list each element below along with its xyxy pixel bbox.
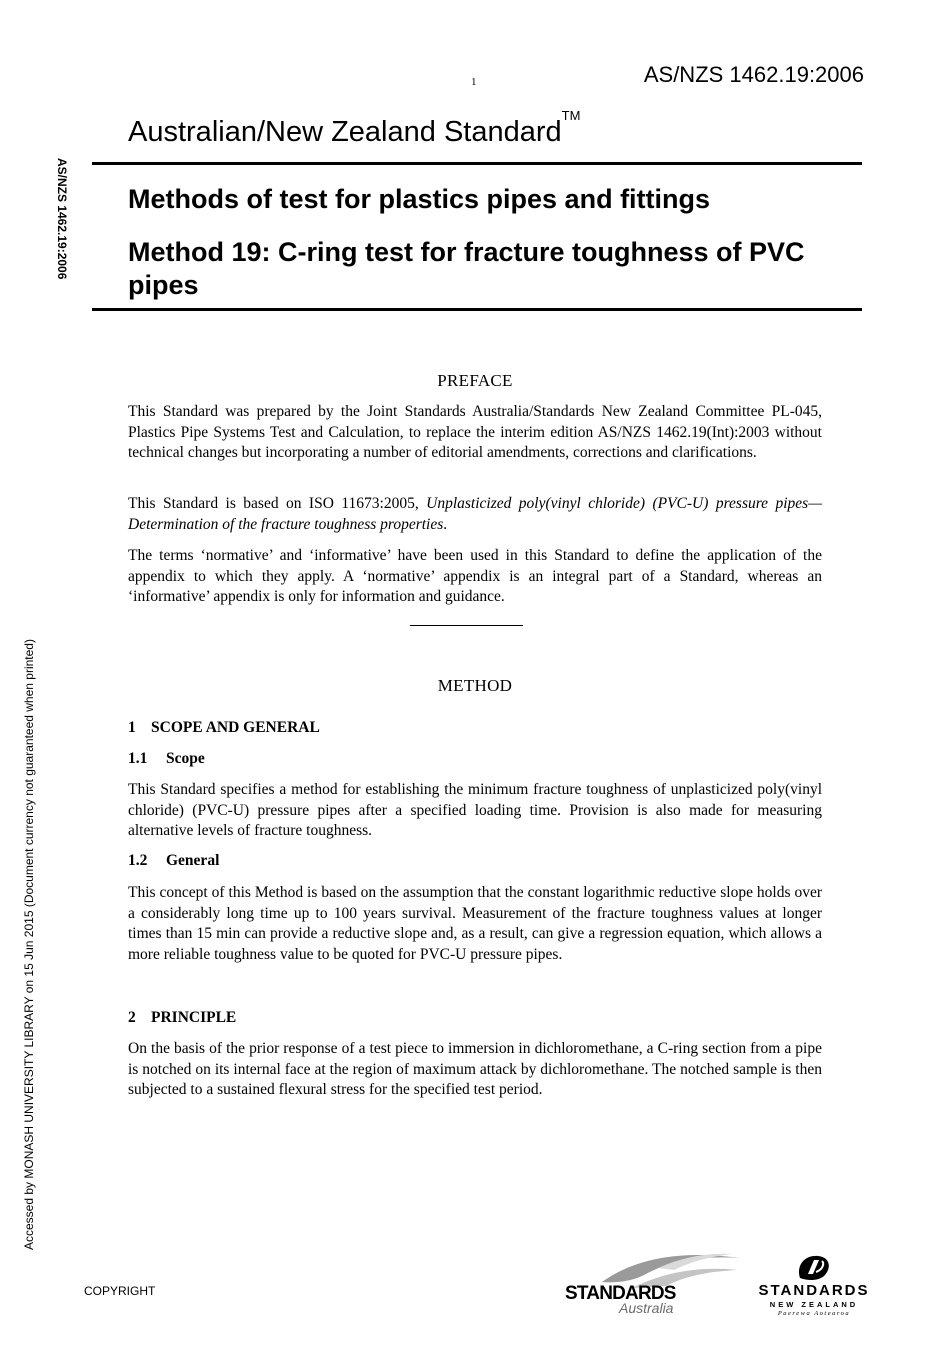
standards-new-zealand-wordmark: STANDARDS bbox=[758, 1282, 870, 1299]
section-2-title: PRINCIPLE bbox=[151, 1009, 237, 1026]
standards-new-zealand-maori-name: Paerewa Aotearoa bbox=[777, 1310, 851, 1317]
standards-new-zealand-subtitle: NEW ZEALAND bbox=[769, 1300, 859, 1309]
standards-australia-swoosh-icon bbox=[562, 1248, 742, 1288]
standards-new-zealand-logo bbox=[752, 1252, 876, 1324]
standards-australia-wordmark: STANDARDS bbox=[565, 1283, 676, 1304]
section-2-number: 2 bbox=[128, 1009, 136, 1026]
standards-australia-subtitle: Australia bbox=[619, 1300, 674, 1316]
method-heading: METHOD bbox=[437, 676, 513, 695]
section-1-1-heading bbox=[128, 750, 205, 768]
section-2-heading bbox=[128, 1009, 236, 1027]
section-1-2-number: 1.2 bbox=[128, 852, 148, 869]
page-number: 1 bbox=[471, 76, 477, 88]
copyright-label: COPYRIGHT bbox=[84, 1284, 156, 1298]
section-1-heading bbox=[128, 719, 320, 737]
preface-paragraph-2 bbox=[128, 494, 822, 535]
section-1-1-title: Scope bbox=[166, 750, 205, 767]
section-1-2-heading bbox=[128, 852, 219, 870]
preface-paragraph-1: This Standard was prepared by the Joint Standards Australia/Standards New Zealand Committee PL-045, Plastics Pipe Systems Test and Calculation, to replace the interim edition AS/NZS 1462.19(Int):2003 without technical changes but incorporating a number of editorial amendments, corrections and clarifications. bbox=[128, 403, 822, 462]
title-rule-top bbox=[92, 162, 862, 165]
access-note: Accessed by MONASH UNIVERSITY LIBRARY on 15 Jun 2015 (Document currency not guaranteed when printed) bbox=[22, 639, 36, 1250]
preface-heading: PREFACE bbox=[437, 371, 513, 390]
section-1-1-number: 1.1 bbox=[128, 750, 148, 767]
preface-paragraph-3: The terms ‘normative’ and ‘informative’ have been used in this Standard to define the application of the appendix to which they apply. A ‘normative’ appendix is an integral part of a Standard, whereas an ‘informative’ appendix is only for information and guidance. bbox=[128, 547, 822, 606]
preface-p2-prefix: This Standard is based on ISO 11673:2005, bbox=[128, 495, 427, 512]
section-1-2-title: General bbox=[166, 852, 220, 869]
section-divider bbox=[410, 625, 523, 626]
section-1-2-text: This concept of this Method is based on the assumption that the constant logarithmic reductive slope holds over a considerably long time up to 100 years survival. Measurement of the fracture toughness values at longer times than 15 min can provide a reductive slope and, as a result, can give a regression equation, which allows a more reliable toughness value to be quoted for PVC-U pressure pipes. bbox=[128, 884, 822, 963]
standard-name bbox=[128, 108, 581, 149]
trademark: TM bbox=[561, 108, 581, 124]
section-2-text: On the basis of the prior response of a test piece to immersion in dichloromethane, a C-ring section from a pipe is notched on its internal face at the region of maximum attack by dichloromethane. The notched sample is then subjected to a sustained flexural stress for the specified test period. bbox=[128, 1040, 822, 1099]
referenced-iso-title: Unplasticized poly(vinyl chloride) (PVC-U) pressure pipes—Determination of the fracture toughness properties bbox=[128, 495, 822, 533]
side-document-code: AS/NZS 1462.19:2006 bbox=[55, 158, 69, 280]
preface-p2-suffix: . bbox=[443, 515, 448, 533]
standards-new-zealand-emblem-icon bbox=[794, 1252, 834, 1282]
section-1-number: 1 bbox=[128, 719, 136, 736]
section-1-title: SCOPE AND GENERAL bbox=[151, 719, 320, 736]
method-title: Method 19: C-ring test for fracture toughness of PVC pipes bbox=[128, 237, 805, 300]
section-1-1-text: This Standard specifies a method for establishing the minimum fracture toughness of unplasticized poly(vinyl chloride) (PVC-U) pressure pipes after a specified loading time. Provision is also made for measuring alternative levels of fracture toughness. bbox=[128, 781, 822, 840]
standards-australia-logo bbox=[562, 1248, 742, 1320]
title-rule-bottom bbox=[92, 308, 862, 311]
standard-name-text: Australian/New Zealand Standard bbox=[128, 116, 562, 148]
document-code: AS/NZS 1462.19:2006 bbox=[643, 62, 864, 87]
main-title: Methods of test for plastics pipes and fittings bbox=[128, 184, 711, 214]
